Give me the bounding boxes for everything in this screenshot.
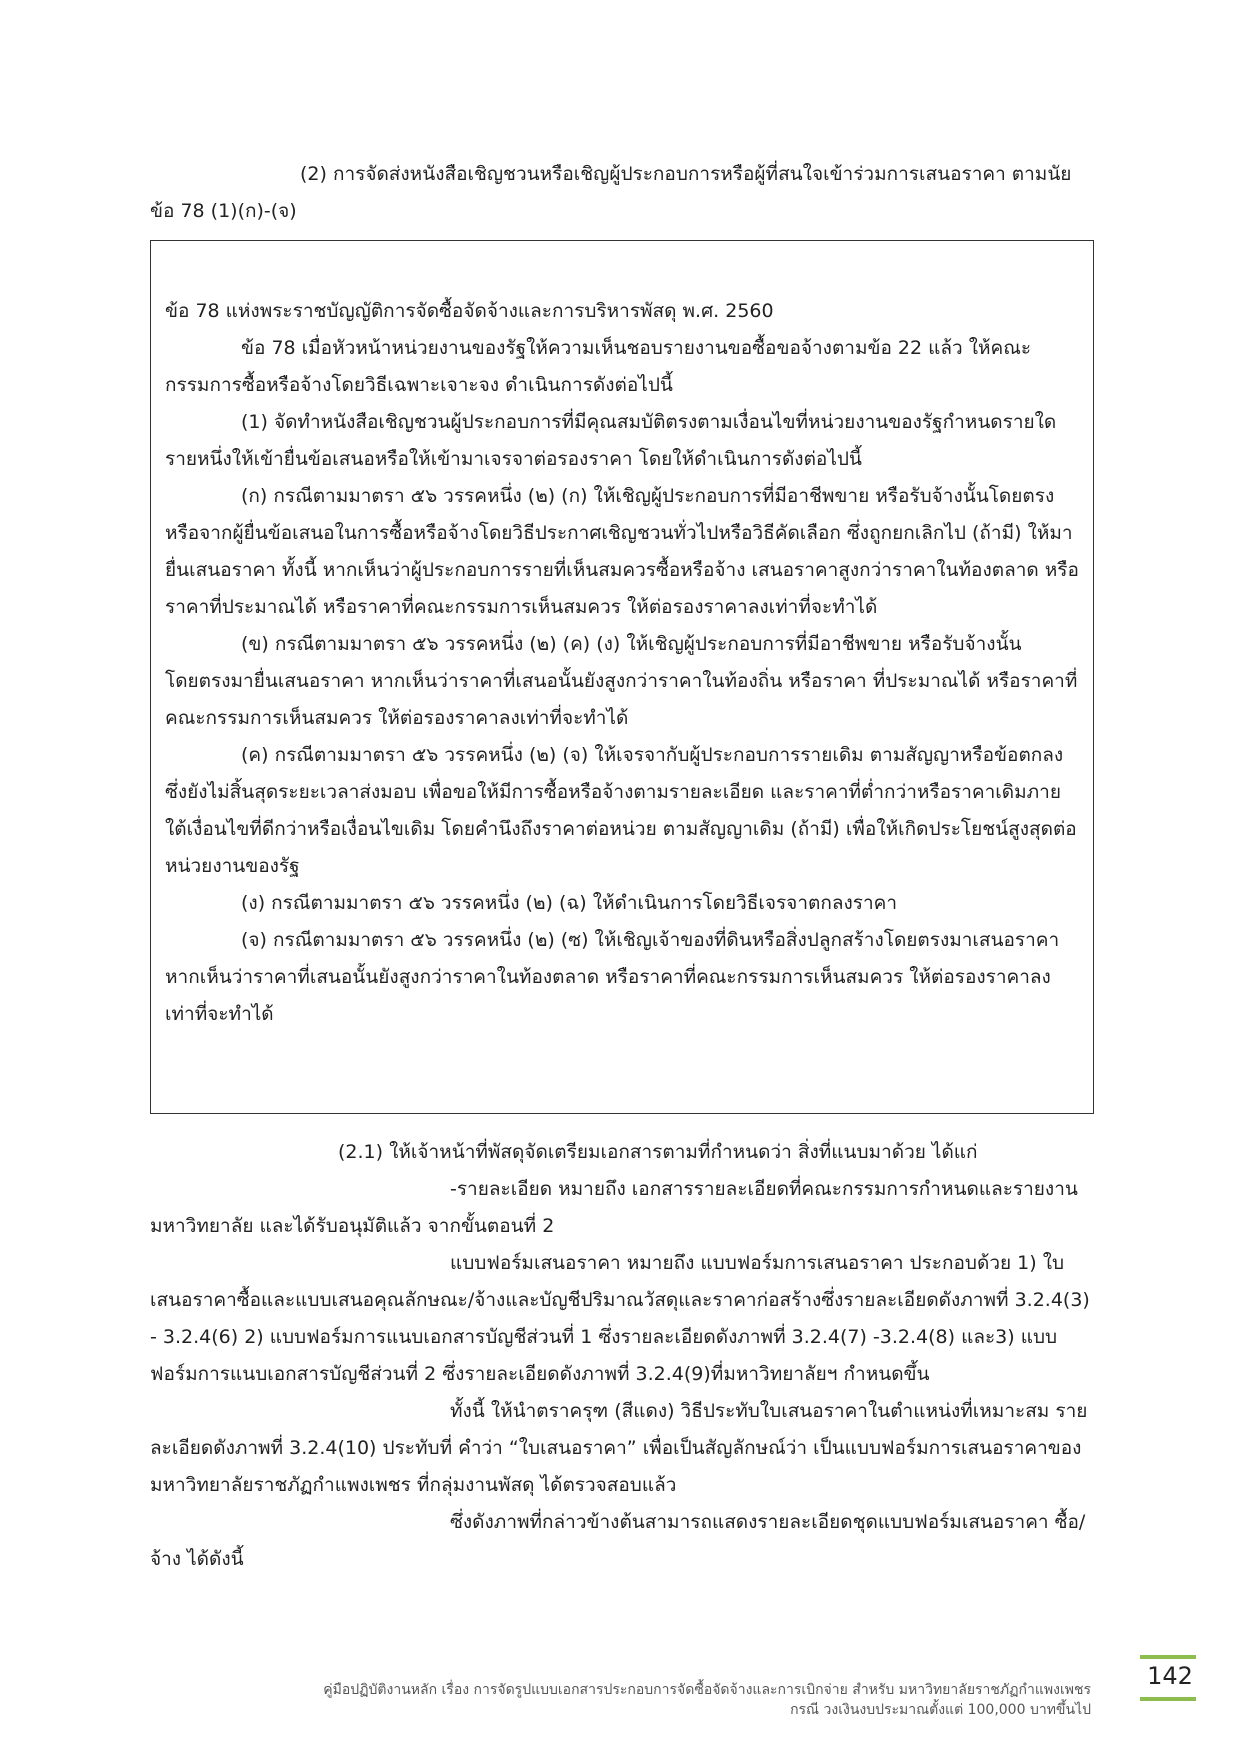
regulation-paragraph: (ก) กรณีตามมาตรา ๕๖ วรรคหนึ่ง (๒) (ก) ให้เชิญผู้ประกอบการที่มีอาชีพขาย หรือรับจ้างนั้นโดยตรงหรือจากผู้ยื่นข้อเสนอในการซื้อหรือจ้างโดยวิธีประกาศเชิญชวนทั่วไปหรือวิธีคัดเลือก ซึ่งถูกยกเลิกไป (ถ้ามี) ให้มายื่นเสนอราคา ทั้งนี้ หากเห็นว่าผู้ประกอบการรายที่เห็นสมควรซื้อหรือจ้าง เสนอราคาสูงกว่าราคาในท้องตลาด หรือราคาที่ประมาณได้ หรือราคาที่คณะกรรมการเห็นสมควร ให้ต่อรองราคาลงเท่าที่จะทำได้: [165, 485, 1079, 618]
page-number: 142: [1147, 1662, 1193, 1690]
regulation-paragraph: (ข) กรณีตามมาตรา ๕๖ วรรคหนึ่ง (๒) (ค) (ง) ให้เชิญผู้ประกอบการที่มีอาชีพขาย หรือรับจ้างนั้นโดยตรงมายื่นเสนอราคา หากเห็นว่าราคาที่เสนอนั้นยังสูงกว่าราคาในท้องถิ่น หรือราคา ที่ประมาณได้ หรือราคาที่คณะกรรมการเห็นสมควร ให้ต่อรองราคาลงเท่าที่จะทำได้: [165, 633, 1078, 729]
body-paragraph: -รายละเอียด หมายถึง เอกสารรายละเอียดที่คณะกรรมการกำหนดและรายงานมหาวิทยาลัย และได้รับอนุมัติแล้ว จากขั้นตอนที่ 2: [150, 1178, 1078, 1237]
page-number-top-bar: [1140, 1655, 1196, 1659]
footer-line-2: กรณี วงเงินงบประมาณตั้งแต่ 100,000 บาทขึ้นไป: [790, 1702, 1091, 1718]
regulation-paragraph: ข้อ 78 เมื่อหัวหน้าหน่วยงานของรัฐให้ความเห็นชอบรายงานขอซื้อขอจ้างตามข้อ 22 แล้ว ให้คณะกรรมการซื้อหรือจ้างโดยวิธีเฉพาะเจาะจง ดำเนินการดังต่อไปนี้: [165, 337, 1032, 396]
regulation-paragraph: (ง) กรณีตามมาตรา ๕๖ วรรคหนึ่ง (๒) (ฉ) ให้ดำเนินการโดยวิธีเจรจาตกลงราคา: [241, 892, 898, 914]
body-paragraph: ทั้งนี้ ให้นำตราครุฑ (สีแดง) วิธีประทับใบเสนอราคาในตำแหน่งที่เหมาะสม รายละเอียดดังภาพที่ 3.2.4(10) ประทับที่ คำว่า “ใบเสนอราคา” เพื่อเป็นสัญลักษณ์ว่า เป็นแบบฟอร์มการเสนอราคาของมหาวิทยาลัยราชภัฏกำแพงเพชร ที่กลุ่มงานพัสดุ ได้ตรวจสอบแล้ว: [150, 1400, 1088, 1496]
page-number-bottom-bar: [1140, 1697, 1196, 1701]
body-paragraph: ซึ่งดังภาพที่กล่าวข้างต้นสามารถแสดงรายละเอียดชุดแบบฟอร์มเสนอราคา ซื้อ/จ้าง ได้ดังนี้: [150, 1511, 1086, 1570]
body-paragraph: (2.1) ให้เจ้าหน้าที่พัสดุจัดเตรียมเอกสารตามที่กำหนดว่า สิ่งที่แนบมาด้วย ได้แก่: [338, 1141, 978, 1163]
regulation-box: [150, 240, 1094, 1114]
regulation-title: ข้อ 78 แห่งพระราชบัญญัติการจัดซื้อจัดจ้างและการบริหารพัสดุ พ.ศ. 2560: [165, 300, 774, 322]
intro-paragraph: (2) การจัดส่งหนังสือเชิญชวนหรือเชิญผู้ประกอบการหรือผู้ที่สนใจเข้าร่วมการเสนอราคา ตามนัยข้อ 78 (1)(ก)-(จ): [150, 163, 1072, 222]
body-paragraph: แบบฟอร์มเสนอราคา หมายถึง แบบฟอร์มการเสนอราคา ประกอบด้วย 1) ใบเสนอราคาซื้อและแบบเสนอคุณลักษณะ/จ้างและบัญชีปริมาณวัสดุและราคาก่อสร้างซึ่งรายละเอียดดังภาพที่ 3.2.4(3) - 3.2.4(6) 2) แบบฟอร์มการแนบเอกสารบัญชีส่วนที่ 1 ซึ่งรายละเอียดดังภาพที่ 3.2.4(7) -3.2.4(8) และ3) แบบฟอร์มการแนบเอกสารบัญชีส่วนที่ 2 ซึ่งรายละเอียดดังภาพที่ 3.2.4(9)ที่มหาวิทยาลัยฯ กำหนดขึ้น: [150, 1252, 1090, 1385]
footer-line-1: คู่มือปฏิบัติงานหลัก เรื่อง การจัดรูปแบบเอกสารประกอบการจัดซื้อจัดจ้างและการเบิกจ่าย สำหรับ มหาวิทยาลัยราชภัฏกำแพงเพชร: [323, 1682, 1091, 1698]
regulation-paragraph: (จ) กรณีตามมาตรา ๕๖ วรรคหนึ่ง (๒) (ซ) ให้เชิญเจ้าของที่ดินหรือสิ่งปลูกสร้างโดยตรงมาเสนอราคา หากเห็นว่าราคาที่เสนอนั้นยังสูงกว่าราคาในท้องตลาด หรือราคาที่คณะกรรมการเห็นสมควร ให้ต่อรองราคาลงเท่าที่จะทำได้: [165, 929, 1060, 1025]
footer: [323, 1680, 1091, 1720]
regulation-paragraph: (1) จัดทำหนังสือเชิญชวนผู้ประกอบการที่มีคุณสมบัติตรงตามเงื่อนไขที่หน่วยงานของรัฐกำหนดรายใดรายหนึ่งให้เข้ายื่นข้อเสนอหรือให้เข้ามาเจรจาต่อรองราคา โดยให้ดำเนินการดังต่อไปนี้: [165, 411, 1057, 470]
regulation-paragraph: (ค) กรณีตามมาตรา ๕๖ วรรคหนึ่ง (๒) (จ) ให้เจรจากับผู้ประกอบการรายเดิม ตามสัญญาหรือข้อตกลงซึ่งยังไม่สิ้นสุดระยะเวลาส่งมอบ เพื่อขอให้มีการซื้อหรือจ้างตามรายละเอียด และราคาที่ต่ำกว่าหรือราคาเดิมภายใต้เงื่อนไขที่ดีกว่าหรือเงื่อนไขเดิม โดยคำนึงถึงราคาต่อหน่วย ตามสัญญาเดิม (ถ้ามี) เพื่อให้เกิดประโยชน์สูงสุดต่อหน่วยงานของรัฐ: [165, 744, 1077, 877]
